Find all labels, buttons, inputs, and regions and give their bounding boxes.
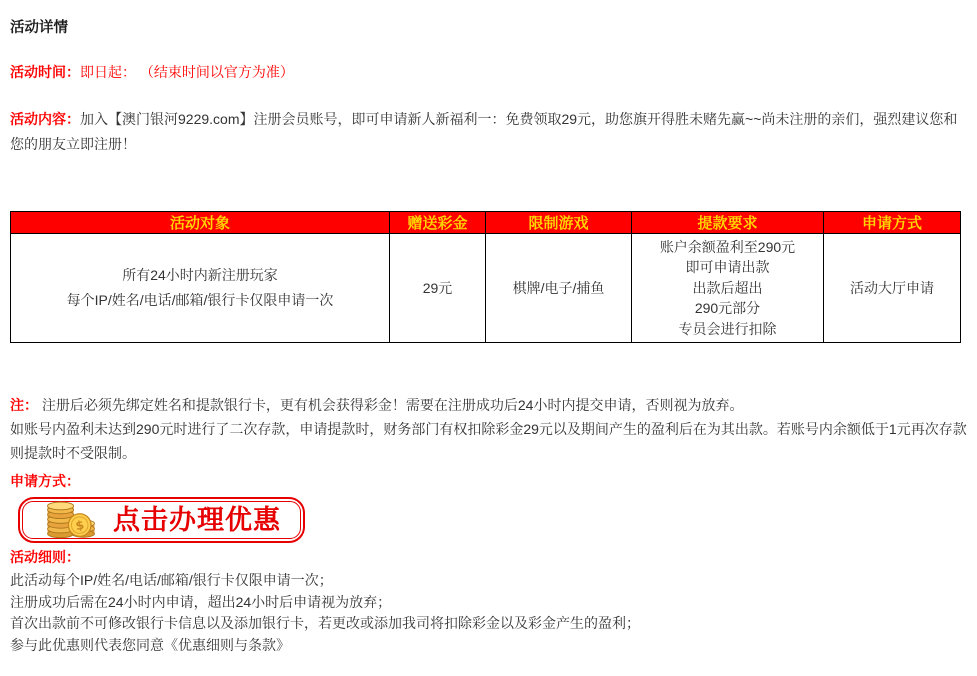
table-header-row: [11, 212, 961, 234]
rule-line-3: 首次出款前不可修改银行卡信息以及添加银行卡，若更改或添加我司将扣除彩金以及彩金产生的盈利；: [10, 615, 640, 631]
claim-promo-button[interactable]: [18, 497, 305, 543]
claim-promo-button-inner: [22, 501, 301, 539]
cell-withdraw-line5: 专员会进行扣除: [678, 320, 777, 337]
claim-promo-button-label: 点击办理优惠: [113, 504, 281, 535]
activity-content-text: 加入【澳门银河9229.com】注册会员账号，即可申请新人新福利一：免费领取29元，助您旗开得胜未赌先赢~~尚未注册的亲们，强烈建议您和您的朋友立即注册！: [10, 111, 958, 152]
cell-withdraw-line3: 出款后超出: [692, 279, 763, 296]
cell-withdraw-line1: 账户余额盈利至290元: [659, 238, 796, 255]
cell-target-line2: 每个IP/姓名/电话/邮箱/银行卡仅限申请一次: [66, 292, 334, 308]
activity-time-value: 即日起： （结束时间以官方为准）: [80, 64, 294, 80]
notes-line2: 如账号内盈利未达到290元时进行了二次存款，申请提款时，财务部门有权扣除彩金29元以及期间产生的盈利后在为其出款。若账号内余额低于1元再次存款则提款时不受限制。: [10, 421, 967, 461]
cell-bonus: 29元: [390, 234, 486, 343]
cell-withdraw: [632, 234, 824, 343]
activity-table: [10, 211, 961, 343]
cell-target-line1: 所有24小时内新注册玩家: [122, 267, 278, 283]
notes-line1: [10, 393, 967, 417]
table-header-withdraw: 提款要求: [632, 212, 824, 234]
gold-coins-icon: [42, 499, 100, 539]
activity-time-label: 活动时间：: [10, 64, 80, 80]
table-header-bonus: 赠送彩金: [390, 212, 486, 234]
cell-target: [11, 234, 390, 343]
table-header-apply: 申请方式: [824, 212, 961, 234]
activity-content-line: [10, 107, 967, 157]
activity-content-label: 活动内容：: [10, 111, 80, 127]
table-header-target: 活动对象: [11, 212, 390, 234]
cell-withdraw-line4: 290元部分: [694, 300, 761, 317]
rule-line-2: 注册成功后需在24小时内申请，超出24小时后申请视为放弃；: [10, 593, 392, 610]
apply-method-label: 申请方式：: [10, 473, 80, 489]
cell-apply: 活动大厅申请: [824, 234, 961, 343]
activity-time-line: [10, 63, 967, 82]
rules-label: 活动细则：: [10, 549, 80, 565]
rule-line-4: 参与此优惠则代表您同意《优惠细则与条款》: [10, 636, 290, 653]
table-row: [11, 234, 961, 343]
page-title: 活动详情: [10, 20, 68, 36]
table-header-games: 限制游戏: [486, 212, 632, 234]
svg-text:$: $: [74, 517, 86, 534]
notes-label: 注：: [10, 397, 38, 413]
notes-text1: 注册后必须先绑定姓名和提款银行卡，更有机会获得彩金！需要在注册成功后24小时内提交申请，否则视为放弃。: [41, 397, 744, 413]
cell-games: 棋牌/电子/捕鱼: [486, 234, 632, 343]
cell-withdraw-line2: 即可申请出款: [685, 259, 770, 276]
rule-line-1: 此活动每个IP/姓名/电话/邮箱/银行卡仅限申请一次；: [10, 572, 333, 588]
